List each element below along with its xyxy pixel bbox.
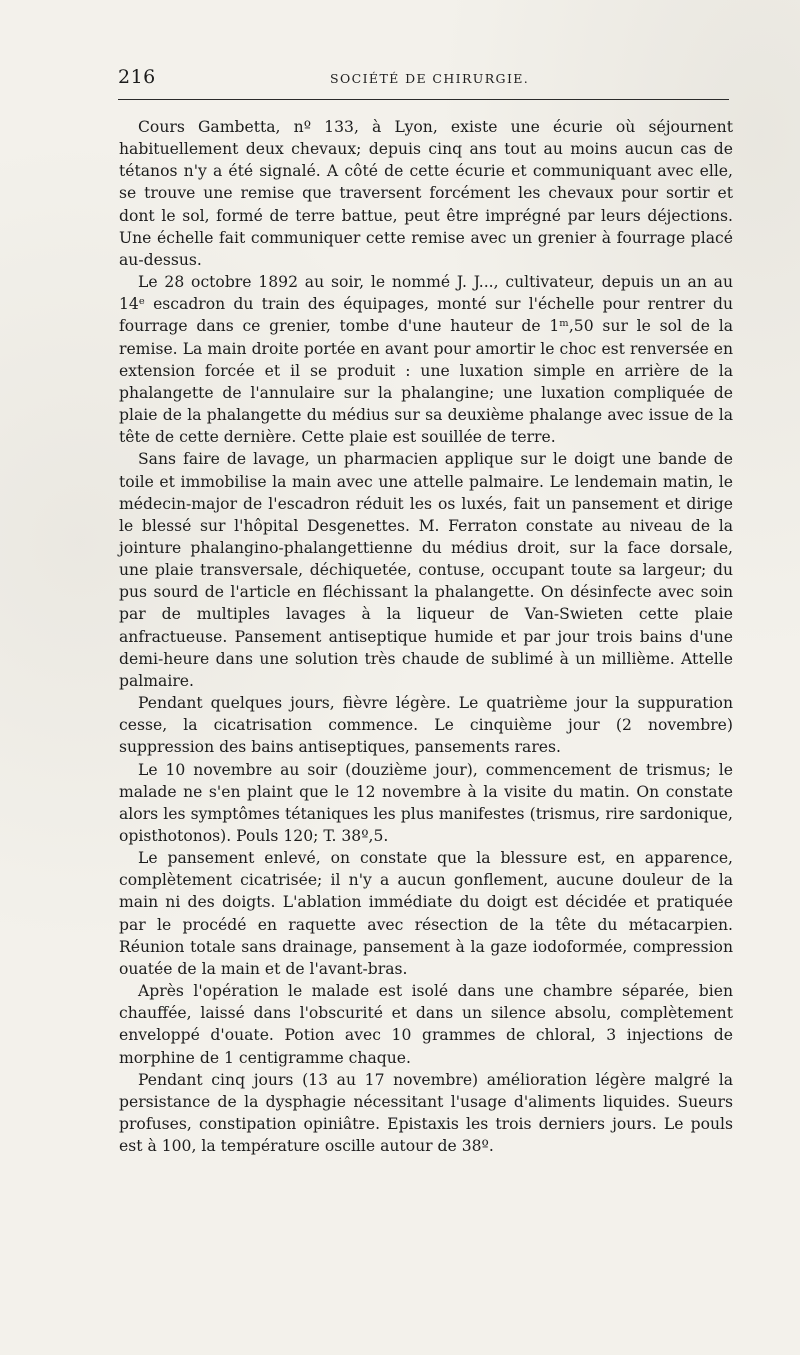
header-rule — [118, 99, 729, 100]
paragraph: Pendant cinq jours (13 au 17 novembre) amélioration légère malgré la persistance de la dysphagie nécessitant l'usage d'aliments liquides. Sueurs profuses, constipation opiniâtre. Epistaxis les trois derniers jours. Le pouls est à 100, la température oscille autour de 38º. — [119, 1070, 733, 1156]
body-text — [119, 116, 733, 1157]
paragraph: Le 28 octobre 1892 au soir, le nommé J. J..., cultivateur, depuis un an au 14ᵉ escadron du train des équipages, monté sur l'échelle pour rentrer du fourrage dans ce grenier, tombe d'une hauteur de 1ᵐ,50 sur le sol de la remise. La main droite portée en avant pour amortir le choc est renversée en extension forcée et il se produit : une luxation simple en arrière de la phalangette de l'annulaire sur la phalangine; une luxation compliquée de plaie de la phalangette du médius sur sa deuxième phalange avec issue de la tête de cette dernière. Cette plaie est souillée de terre. — [119, 273, 733, 447]
paragraph: Le pansement enlevé, on constate que la blessure est, en apparence, complètement cicatrisée; il n'y a aucun gonflement, aucune douleur de la main ni des doigts. L'ablation immédiate du doigt est décidée et pratiquée par le procédé en raquette avec résection de la tête du métacarpien. Réunion totale sans drainage, pansement à la gaze iodoformée, compression ouatée de la main et de l'avant-bras. — [119, 849, 733, 978]
page-header — [118, 66, 728, 92]
paragraph: Après l'opération le malade est isolé dans une chambre séparée, bien chauffée, laissé dans l'obscurité et dans un silence absolu, complètement enveloppé d'ouate. Potion avec 10 grammes de chloral, 3 injections de morphine de 1 centigramme chaque. — [119, 982, 733, 1067]
paragraph: Pendant quelques jours, fièvre légère. Le quatrième jour la suppuration cesse, la cicatrisation commence. Le cinquième jour (2 novembre) suppression des bains antiseptiques, pansements rares. — [119, 694, 733, 757]
running-title: SOCIÉTÉ DE CHIRURGIE. — [330, 71, 530, 86]
paragraph: Cours Gambetta, nº 133, à Lyon, existe une écurie où séjournent habituellement deux chevaux; depuis cinq ans tout au moins aucun cas de tétanos n'y a été signalé. A côté de cette écurie et communiquant avec elle, se trouve une remise que traversent forcément les chevaux pour sortir et dont le sol, formé de terre battue, peut être imprégné par leurs déjections. Une échelle fait communiquer cette remise avec un grenier à fourrage placé au-dessus. — [119, 118, 733, 269]
page-number: 216 — [118, 66, 156, 88]
paragraph: Sans faire de lavage, un pharmacien applique sur le doigt une bande de toile et immobilise la main avec une attelle palmaire. Le lendemain matin, le médecin-major de l'escadron réduit les os luxés, fait un pansement et dirige le blessé sur l'hôpital Desgenettes. M. Ferraton constate au niveau de la jointure phalangino-phalangettienne du médius droit, sur la face dorsale, une plaie transversale, déchiquetée, contuse, occupant toute sa largeur; du pus sourd de l'article en fléchissant la phalangette. On désinfecte avec soin par de multiples lavages à la liqueur de Van-Swieten cette plaie anfractueuse. Pansement antiseptique humide et par jour trois bains d'une demi-heure dans une solution très chaude de sublimé à un millième. Attelle palmaire. — [119, 450, 733, 690]
paragraph: Le 10 novembre au soir (douzième jour), commencement de trismus; le malade ne s'en plaint que le 12 novembre à la visite du matin. On constate alors les symptômes tétaniques les plus manifestes (trismus, rire sardonique, opisthotonos). Pouls 120; T. 38º,5. — [119, 760, 733, 845]
